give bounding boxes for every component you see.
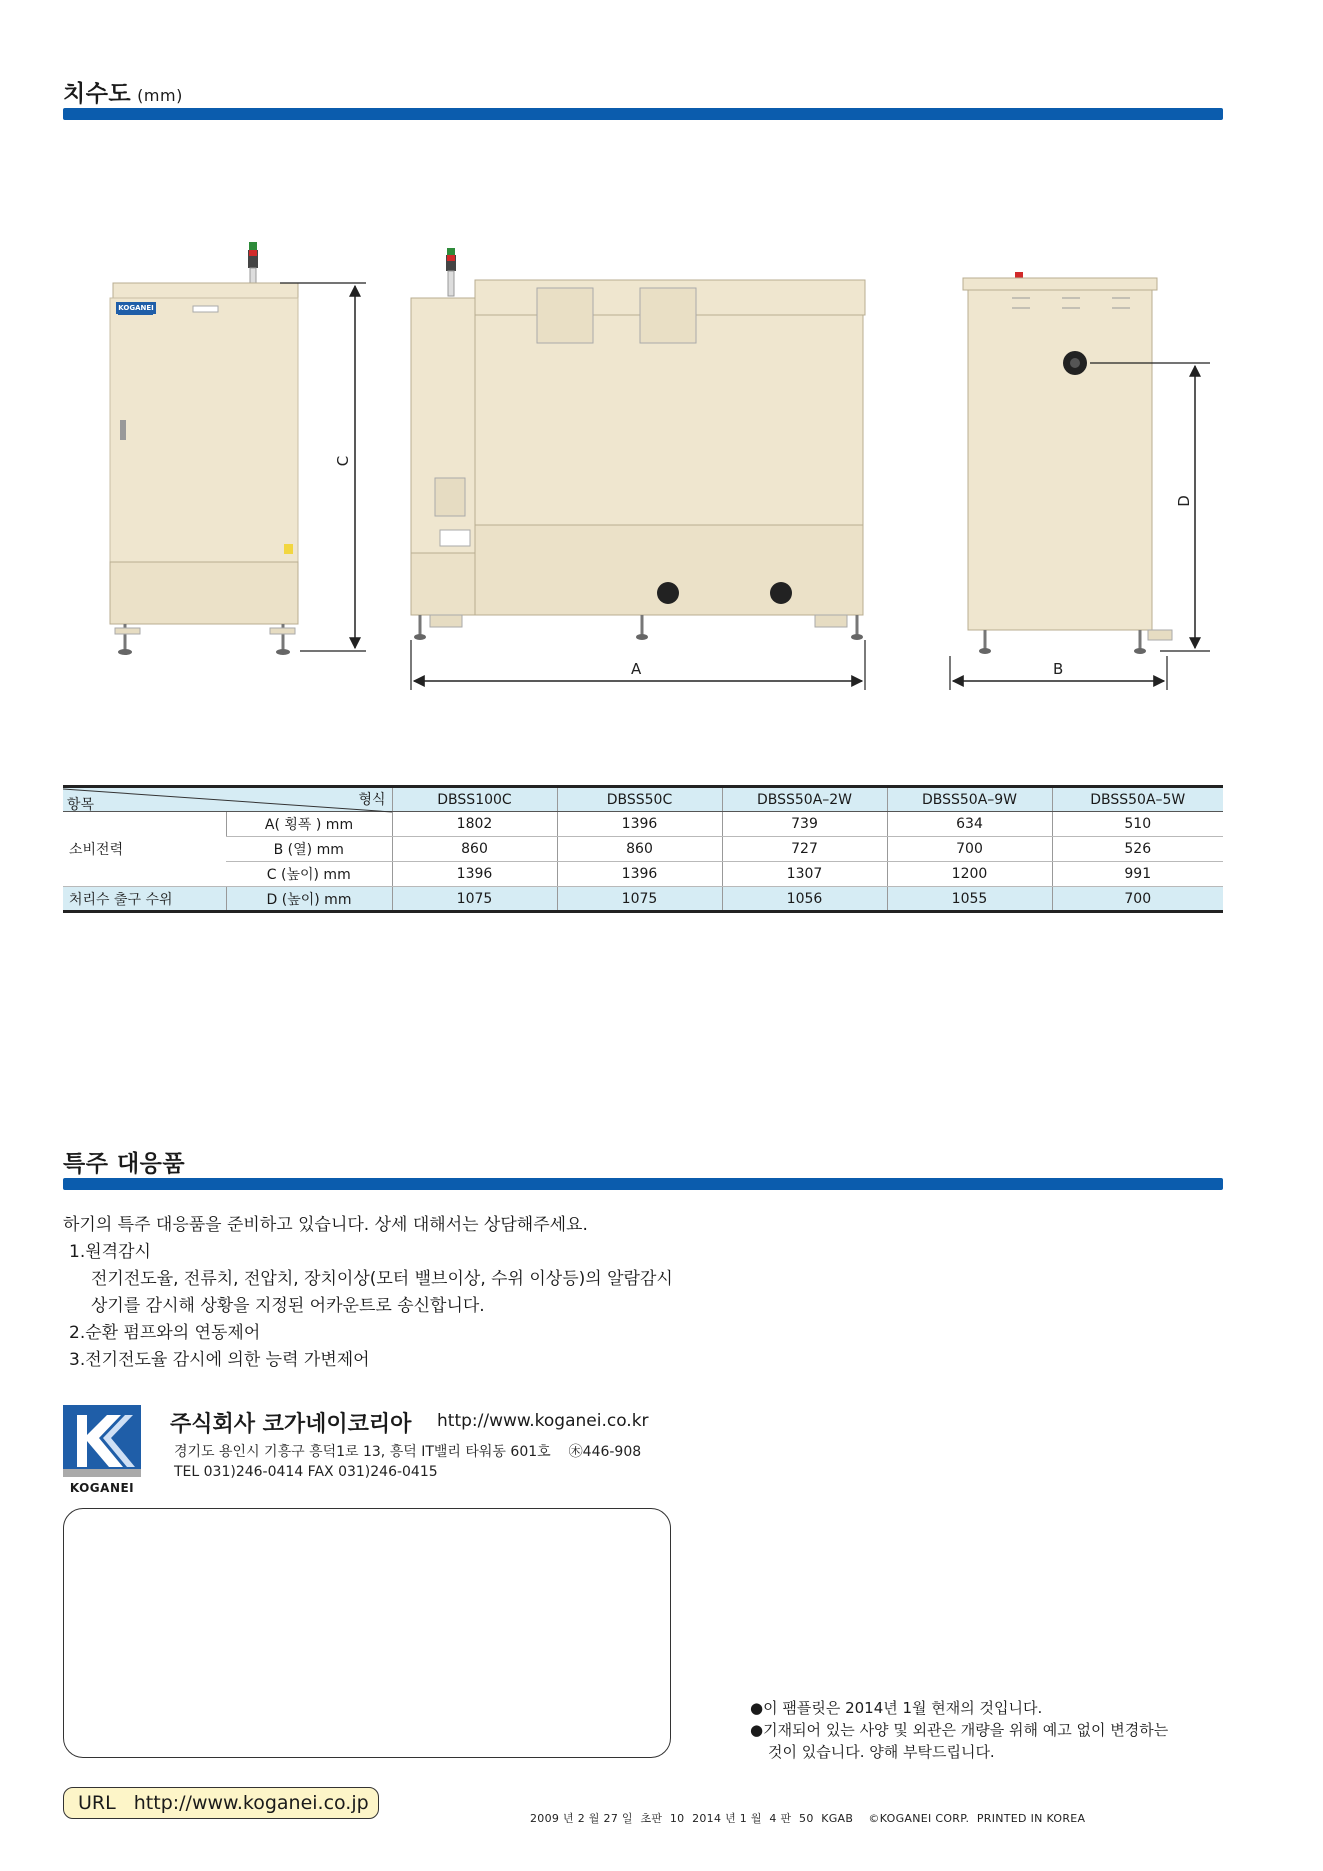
cell: 1056 xyxy=(722,887,887,912)
special-item-1-line2: 상기를 감시해 상황을 지정된 어카운트로 송신합니다. xyxy=(91,1296,485,1316)
company-address: 경기도 용인시 기흥구 흥덕1로 13, 흥덕 IT밸리 타워동 601호 ㊍446-908 xyxy=(174,1444,642,1460)
header-item: 항목 xyxy=(67,797,95,813)
cell: 510 xyxy=(1052,812,1223,837)
dim-label-b: B xyxy=(1053,660,1064,678)
dimensions-title: 치수도 (mm) xyxy=(63,81,183,107)
special-item-1: 1.원격감시 xyxy=(69,1242,151,1262)
special-item-2: 2.순환 펌프와의 연동제어 xyxy=(69,1323,261,1343)
cell: 991 xyxy=(1052,862,1223,887)
dealer-stamp-box xyxy=(63,1508,671,1758)
cell: 1396 xyxy=(557,862,722,887)
company-logo xyxy=(63,1405,141,1493)
dimension-drawings xyxy=(0,230,1323,700)
company-contact: TEL 031)246-0414 FAX 031)246-0415 xyxy=(174,1464,438,1480)
company-url[interactable]: http://www.koganei.co.kr xyxy=(437,1411,649,1431)
cell: 700 xyxy=(887,837,1052,862)
cell: 1396 xyxy=(392,862,557,887)
url-box xyxy=(63,1787,379,1819)
model-2: DBSS50A–2W xyxy=(722,787,887,812)
row-label: A( 횡폭 ) mm xyxy=(226,812,392,837)
print-info: 2009 년 2 월 27 일 초판 10 2014 년 1 월 4 판 50 KGAB ©KOGANEI CORP. PRINTED IN KOREA xyxy=(530,1812,1086,1825)
url-link[interactable]: http://www.koganei.co.jp xyxy=(133,1792,369,1814)
table-row xyxy=(63,862,1223,887)
front-logo: KOGANEI xyxy=(116,302,156,314)
header-model: 형식 xyxy=(358,792,386,808)
header-corner xyxy=(63,787,392,812)
dim-label-a: A xyxy=(631,660,642,678)
note-1: ●이 팸플릿은 2014년 1월 현재의 것입니다. xyxy=(750,1699,1043,1717)
dimensions-unit: (mm) xyxy=(137,86,183,105)
company-logo-text: KOGANEI xyxy=(69,1481,135,1495)
spec-table xyxy=(63,785,1223,913)
side-view-cabinet xyxy=(411,248,865,640)
table-row xyxy=(63,812,1223,837)
cell: 1055 xyxy=(887,887,1052,912)
dim-label-d: D xyxy=(1174,495,1193,507)
note-2: ●기재되어 있는 사양 및 외관은 개량을 위해 예고 없이 변경하는 xyxy=(750,1721,1169,1739)
header-diagonal xyxy=(63,788,392,813)
special-item-1-line1: 전기전도율, 전류치, 전압치, 장치이상(모터 밸브이상, 수위 이상등)의 알람감시 xyxy=(91,1269,673,1289)
cell: 1075 xyxy=(392,887,557,912)
dim-label-c: C xyxy=(334,455,353,467)
koganei-logo-mark xyxy=(63,1405,141,1477)
row-label: B (열) mm xyxy=(226,837,392,862)
model-0: DBSS100C xyxy=(392,787,557,812)
group2-label: 처리수 출구 수위 xyxy=(63,887,226,912)
special-title: 특주 대응품 xyxy=(63,1151,186,1177)
special-item-3: 3.전기전도율 감시에 의한 능력 가변제어 xyxy=(69,1350,370,1370)
company-postal: ㊍446-908 xyxy=(568,1444,642,1460)
table-row xyxy=(63,887,1223,912)
row-label: C (높이) mm xyxy=(226,862,392,887)
note-3: 것이 있습니다. 양해 부탁드립니다. xyxy=(768,1743,995,1761)
cell: 860 xyxy=(392,837,557,862)
cell: 700 xyxy=(1052,887,1223,912)
model-4: DBSS50A–5W xyxy=(1052,787,1223,812)
cell: 727 xyxy=(722,837,887,862)
cell: 739 xyxy=(722,812,887,837)
url-label: URL xyxy=(78,1792,116,1814)
company-name: 주식회사 코가네이코리아 xyxy=(170,1412,412,1437)
notes xyxy=(750,1697,1168,1763)
cell: 1307 xyxy=(722,862,887,887)
spec-table-header xyxy=(63,787,1223,812)
special-body xyxy=(63,1212,963,1374)
row-label: D (높이) mm xyxy=(226,887,392,912)
cell: 634 xyxy=(887,812,1052,837)
model-3: DBSS50A–9W xyxy=(887,787,1052,812)
cell: 1802 xyxy=(392,812,557,837)
end-view-cabinet xyxy=(963,272,1172,654)
cell: 1396 xyxy=(557,812,722,837)
special-intro: 하기의 특주 대응품을 준비하고 있습니다. 상세 대해서는 상담해주세요. xyxy=(63,1215,588,1235)
section-bar-dimensions xyxy=(63,108,1223,120)
cell: 1075 xyxy=(557,887,722,912)
cell: 526 xyxy=(1052,837,1223,862)
group1-label: 소비전력 xyxy=(63,812,226,887)
cell: 1200 xyxy=(887,862,1052,887)
table-row xyxy=(63,837,1223,862)
section-bar-special xyxy=(63,1178,1223,1190)
model-1: DBSS50C xyxy=(557,787,722,812)
cell: 860 xyxy=(557,837,722,862)
